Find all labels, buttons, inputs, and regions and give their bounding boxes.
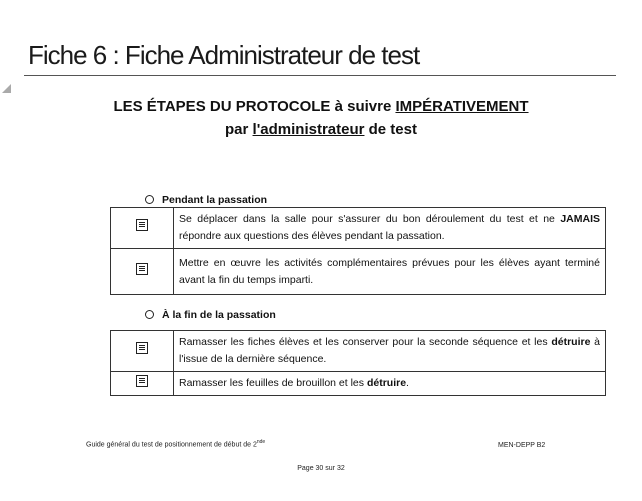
table-row — [111, 208, 606, 249]
title-divider — [24, 75, 616, 76]
table-row — [111, 249, 606, 295]
step-text-after: . — [406, 377, 409, 389]
step-text-before: Mettre en œuvre les activités complémentaires prévues pour les élèves ayant terminé avant la fin du temps imparti. — [179, 256, 600, 286]
section-title-pendant — [145, 194, 267, 206]
circle-bullet-icon — [145, 310, 154, 319]
heading-line2-prefix: par — [225, 121, 253, 138]
page-number: Page 30 sur 32 — [297, 465, 345, 472]
step-text-after: à l'issue de la dernière séquence. — [179, 336, 601, 365]
footer-guide-title — [86, 439, 265, 448]
footer-publisher: MEN-DEPP B2 — [498, 442, 546, 449]
step-text — [174, 331, 606, 372]
table-row — [111, 372, 606, 396]
step-text — [174, 372, 606, 396]
step-text-bold: JAMAIS — [560, 213, 600, 225]
checklist-icon — [136, 342, 148, 354]
corner-triangle-icon — [2, 84, 11, 93]
step-text-bold: détruire — [551, 336, 591, 348]
protocol-heading-line1 — [0, 98, 642, 115]
step-text-after: répondre aux questions des élèves pendant la passation. — [179, 230, 445, 242]
section-title-text: Pendant la passation — [162, 194, 268, 206]
heading-line1-prefix: LES ÉTAPES DU PROTOCOLE à suivre — [113, 98, 396, 115]
protocol-heading-line2 — [0, 121, 642, 138]
checklist-icon — [136, 219, 148, 231]
heading-line2-suffix: de test — [364, 121, 417, 138]
heading-line2-emphasis: l'administrateur — [252, 121, 365, 138]
step-text-before: Ramasser les fiches élèves et les conserver pour la seconde séquence et les — [179, 336, 552, 348]
steps-table-pendant — [110, 207, 606, 295]
icon-cell — [111, 331, 174, 372]
icon-cell — [111, 372, 174, 396]
step-text — [174, 208, 606, 249]
checklist-icon — [136, 375, 148, 387]
footer-left-sup: nde — [256, 439, 266, 445]
table-row — [111, 331, 606, 372]
page-title: Fiche 6 : Fiche Administrateur de test — [28, 40, 420, 70]
step-text-bold: détruire — [366, 377, 407, 389]
step-text-before: Ramasser les feuilles de brouillon et les — [179, 377, 367, 389]
step-text — [174, 249, 606, 295]
section-title-text: À la fin de la passation — [162, 309, 276, 321]
section-title-fin — [145, 309, 276, 321]
circle-bullet-icon — [145, 195, 154, 204]
footer-left-text: Guide général du test de positionnement de début de 2 — [86, 441, 257, 449]
steps-table-fin — [110, 330, 606, 396]
icon-cell — [111, 208, 174, 249]
heading-line1-emphasis: IMPÉRATIVEMENT — [395, 98, 529, 115]
step-text-before: Se déplacer dans la salle pour s'assurer du bon déroulement du test et ne — [179, 213, 561, 225]
checklist-icon — [136, 263, 148, 275]
icon-cell — [111, 249, 174, 295]
